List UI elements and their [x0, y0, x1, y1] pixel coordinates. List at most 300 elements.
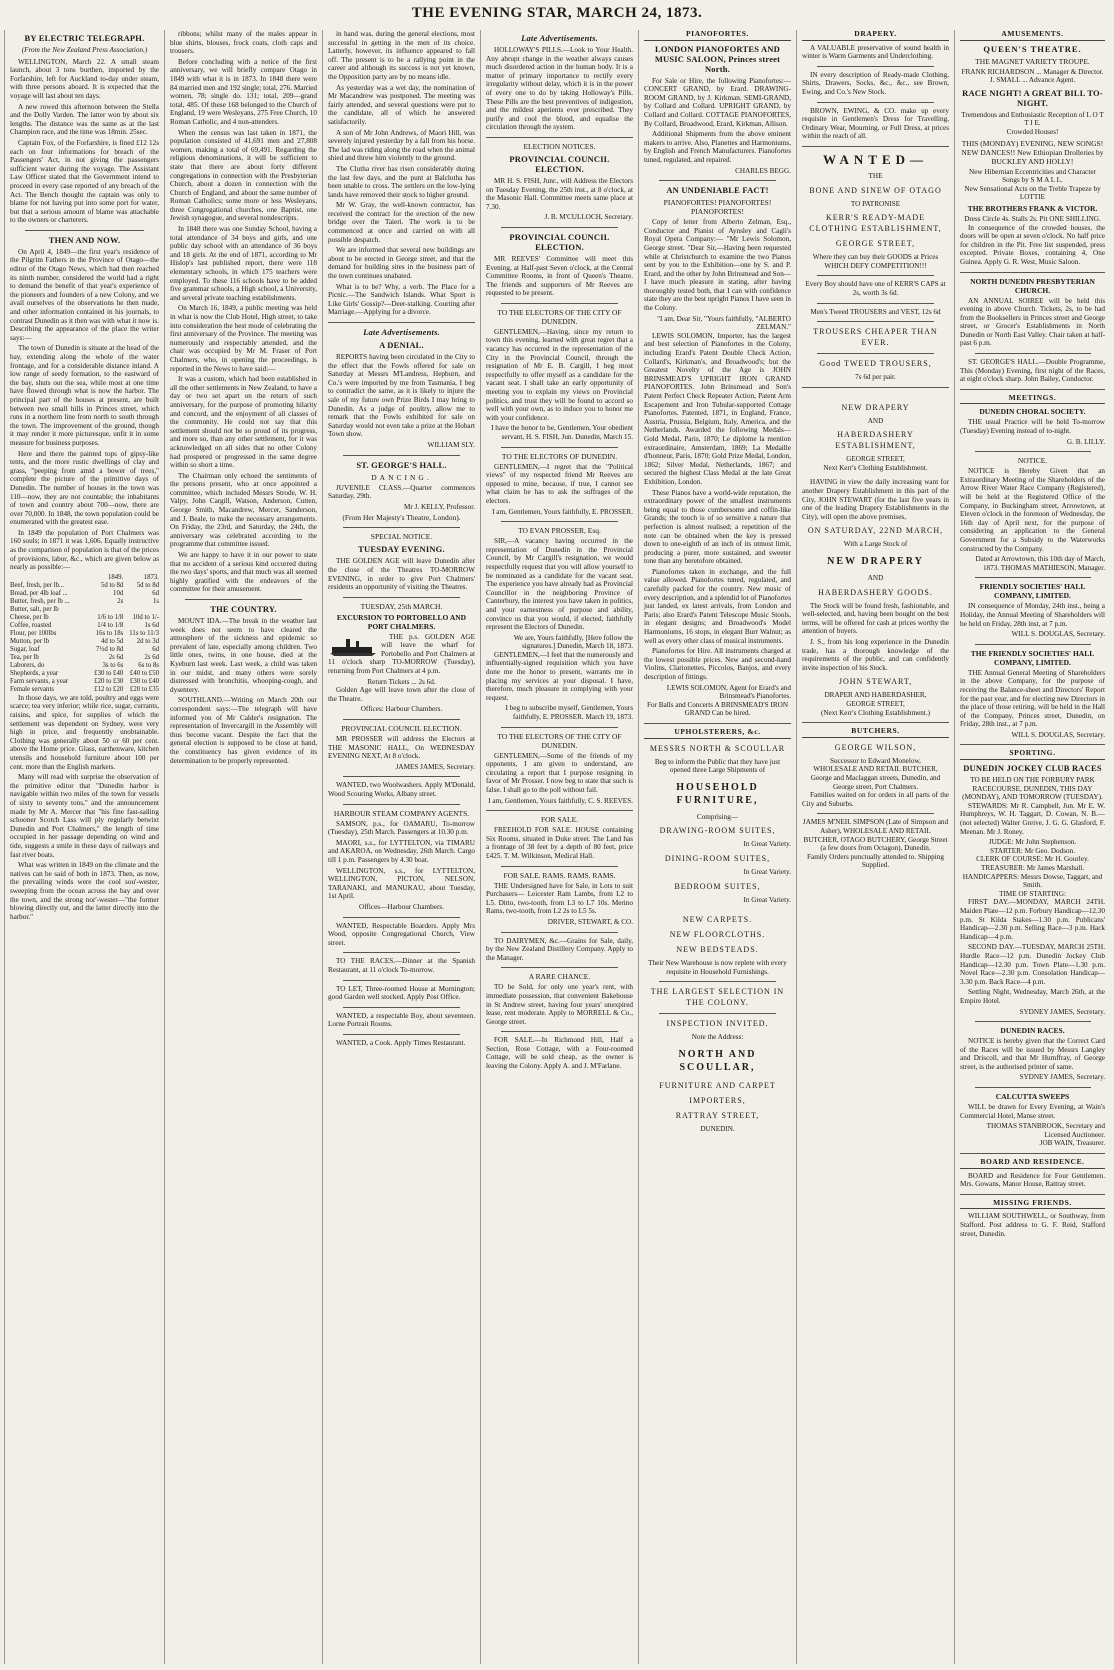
notice-signature: Dated at Arrowtown, this 10th day of March, 1873. THOMAS MATHIESON, Manager. — [975, 555, 1105, 572]
variety: In Great Variety. — [743, 840, 791, 849]
for-sale-heading: FOR SALE. — [540, 815, 579, 825]
dunedin: DUNEDIN. — [700, 1124, 735, 1133]
article-paragraph: In 1849 the population of Port Chalmers was 160 souls; in 1871 it was 1,606. Equally instructive as the comparison of population is that of the prices of provisions, labor, &c., which are given below as nearly as possible:— — [10, 528, 159, 572]
undeniable-fact-heading: AN UNDENIABLE FACT! — [666, 185, 769, 196]
golden-age-text: THE GOLDEN AGE will leave Dunedin after the close of the Theatres TO-MORROW EVENING, in order to give Port Chalmers' residents an opportunity of visiting the Theatres. — [328, 557, 475, 592]
divider — [343, 719, 461, 720]
solomon-ad: LEWIS SOLOMON, Importer, has the largest and best selection of Pianofortes in the Colony, including Erard's Patent Double Check Action, Collard's, Kirkman's, and Broadwood's; but the Greatest Novelty of the Age is JOHN BRINSMEAD'S UPRIGHT IRON GRAND PIANOFORTES. John Brinsmead and Son's Patent Perfect Check Repeater Action, Patent Arm Escapement and Iron Tubular-supported Cottage Pianofortes. Patented, 1871, in England, France, Austria, Prussia, Belgium, Italy, America, and the Netherlands. Awarded the following Medals—Gold Medal, Paris, 1870; Le diplome la mention extraordinaire, Amsterdam, 1869; La Medaille d'honneur, Paris, 1870; Gold Prize Medal, London, 1862; Silver Medal, Netherlands, 1867; and secured the highest Class Medal at the late Great Exhibition, London. — [644, 331, 791, 486]
excursion-date: TUESDAY, 25th MARCH. — [360, 601, 443, 611]
wellington-ad: WELLINGTON, s.s., for LYTTELTON, WELLINGTON, PICTON, NELSON, TARANAKI, and MANUKAU, about Tuesday, 1st April. — [328, 866, 475, 901]
juvenile-class: JUVENILE CLASS.—Quarter commences Saturday, 29th. — [328, 483, 475, 501]
magnet-troupe: THE MAGNET VARIETY TROUPE. — [975, 56, 1090, 66]
price-row — [10, 638, 159, 646]
excursion-heading: EXCURSION TO PORTOBELLO AND PORT CHALMERS. — [336, 612, 467, 631]
price-item: Cheese, per lb — [10, 613, 49, 621]
price-row — [10, 670, 159, 678]
article-paragraph: As yesterday was a wet day, the nomination of Mr Macandrew was postponed. The meeting was fairly attended, and several questions were put to the candidate, all of which he answered satisfactorily. — [328, 83, 475, 126]
bone-sinew: BONE AND SINEW OF OTAGO — [809, 185, 942, 195]
price-table — [10, 574, 159, 694]
column-7 — [954, 30, 1110, 1664]
price-item: Coffee, roasted — [10, 621, 52, 629]
divider — [343, 1034, 461, 1035]
brown-ewing-ad: BROWN, EWING, & CO. make up every requisite in Gentlemen's Dress for Travelling, Ordinary Wear, Mourning, or Full Dress, at prices within the reach of all. — [802, 106, 949, 141]
article-paragraph: On April 4, 1849—the first year's residence of the Pilgrim Fathers in the Province of Otago—the editor of the Otago News, which had then reached its ninth number, considered the world had a right to demand the benefit of that year's experience of the pioneers and founders of a new Colony, and we avail ourselves of the observations he then made, and other information contained in his journals, to contrast Dunedin as it then was with what it now is. Describing the appearance of the place the writer says:— — [10, 247, 159, 342]
prosser-text: MR PROSSER will address the Electors at THE MASONIC HALL, On WEDNESDAY EVENING NEXT, At 8 o'clock. — [328, 735, 475, 761]
article-paragraph: What was written in 1849 on the climate and the natives can be said of both in 1873. Then, as now, the prevailing winds were the cool sou'-wester, sweeping from the ocean across the bay and over the town, and the strong nor'-wester—"the former blowing directly out, and the latter directly into the harbor." — [10, 861, 159, 921]
hibernian-songs: New Hibernian Eccentricities and Character Songs by S M A L L. — [969, 167, 1096, 185]
divider — [25, 230, 144, 231]
brinsmead-hire: For Balls and Concerts A BRINSMEAD'S IRON GRAND Can be hired. — [646, 700, 789, 718]
price-row — [10, 662, 159, 670]
column-1 — [4, 30, 164, 1664]
trousers-price: 7s 6d per pair. — [855, 373, 896, 382]
and: AND — [867, 574, 884, 583]
sweeps-signature: THOMAS STANBROOK, Secretary and Licensed Auctioneer. — [986, 1122, 1105, 1139]
price-1873: 1s — [152, 597, 159, 605]
price-row — [10, 590, 159, 598]
price-head-cell: 1873. — [143, 573, 159, 581]
price-1849: 2s — [117, 597, 124, 605]
trapeze-act: New Sensational Acts on the Treble Trapeze by LOTTIE — [964, 184, 1101, 202]
price-head-cell: 1849. — [107, 573, 124, 581]
theatre-note: In consequence of the crowded houses, the doors will be open at seven o'clock. No half price for children in the Pit. Free list suspended, press excepted. Private Boxes, containing 4, One Guinea. Apply G. R. West, Music Saloon. — [960, 223, 1105, 266]
solomon-signature: LEWIS SOLOMON, Agent for Erard's and Brinsmead's Pianofortes. — [666, 683, 791, 701]
divider — [343, 980, 461, 981]
evan-prosser-heading: TO EVAN PROSSER, Esq. — [518, 526, 601, 536]
divider — [802, 387, 949, 388]
article-paragraph: The Chairman only echoed the sentiments of the persons present, who at once appointed a committee, which included Messrs Strode, W. H. Valpy, John Cargill, Watson, Anderson, Cutten, George Smith, Macandrew, Mercer, Sanderson, and J. Beale, to make the necessary arrangements. On Friday, the 23rd, and Saturday, the 24th, the anniversary was celebrated according to the programme that committee issued. — [170, 471, 317, 549]
price-item: Farm servants, a year — [10, 677, 69, 685]
solomon-ad: Pianofortes for Hire. All instruments charged at the lowest possible prices. New and second-hand Violins, Clarionettes, Piccolos, Banjos, and every description of fittings. — [644, 647, 791, 681]
telegraph-heading: BY ELECTRIC TELEGRAPH. — [24, 33, 145, 43]
late-ads-heading: Late Advertisements. — [521, 33, 598, 43]
late-ads-heading: Late Advertisements. — [363, 327, 440, 337]
north-scoullar-name: NORTH AND SCOULLAR, — [678, 1048, 757, 1073]
dancing-heading: DANCING. — [371, 472, 432, 482]
missing-ad: WILLIAM SOUTHWELL, or Southway, from Stafford. Post address to G. F. Reid, Stafford street, Dunedin. — [960, 1212, 1105, 1238]
new-carpets: NEW CARPETS. — [682, 915, 753, 925]
missing-friends-heading: MISSING FRIENDS. — [960, 1199, 1105, 1210]
new-floorcloths: NEW FLOORCLOTHS. — [669, 930, 766, 940]
divider — [343, 776, 461, 777]
next-kerr: Next Kerr's Clothing Establishment. — [823, 463, 928, 472]
price-table-header — [10, 574, 159, 582]
price-1849: 2s 6d — [108, 653, 124, 661]
price-1873 — [123, 606, 159, 614]
wilson-trade: WHOLESALE AND RETAIL BUTCHER, — [813, 765, 938, 774]
richmond-hill-ad: FOR SALE.—In Richmond Hill, Half a Section, Rose Cottage, with a Four-roomed Cottage, will be sold cheap, as the owner is leaving the Colony. Apply A. and J. M'Farlane. — [486, 1036, 633, 1071]
rare-chance-ad: TO be Sold, for only one year's rent, with immediate possession, that convenient Bakehouse in St Andrew street, having four years' unexpired lease, rent moderate. Apply to MORRELL & Co., George street. — [486, 983, 633, 1026]
new-drapery-2: NEW DRAPERY — [827, 556, 924, 568]
price-item: Sugar, loaf — [10, 645, 40, 653]
price-item: Laborers, do — [10, 661, 45, 669]
article-paragraph: The town of Dunedin is situate at the head of the bay, extending along the whole of the water frontage, and for a considerable distance inland. A low range of seedy formation, to the eastward of the bay, shuts out the sea, while most at one time have flowed through what is now the harbor. The principal part of the houses at present, are built between two small hills in Princes street, which runs in a northern line from north to south through the town. The improvement of the ground, though it may render it more picturesque, unfit it in some measure for business purposes. — [10, 344, 159, 447]
divider — [343, 1007, 461, 1008]
denial-signature: WILLIAM SLY. — [427, 440, 475, 449]
starter: STARTER: Mr Geo. Dodson. — [989, 846, 1076, 855]
masthead: THE EVENING STAR, MARCH 24, 1873. — [411, 5, 703, 21]
divider — [960, 744, 1105, 745]
divider — [975, 1021, 1091, 1022]
variety: In Great Variety. — [743, 867, 791, 876]
article-paragraph: We are informed that several new buildings are about to be erected in George street, and that the demand for building sites in the business part of the town continues unabated. — [328, 246, 475, 281]
haberdashery-goods: HABERDASHERY GOODS. — [818, 587, 933, 597]
prov-council-heading: PROVINCIAL COUNCIL ELECTION. — [341, 724, 462, 734]
begg-signature: CHARLES BEGG. — [735, 166, 791, 175]
divider — [501, 521, 619, 522]
valuable-ad: A VALUABLE preservative of sound health in winter is Warm Garments and Underclothing. — [802, 43, 949, 61]
price-1873: 2d to 3d — [136, 637, 159, 645]
pc-heading: PROVINCIAL COUNCIL ELECTION. — [509, 153, 610, 174]
wilson-successor: Successor to Edward Monelow, — [830, 756, 921, 765]
simpson-ad: JAMES M'NEIL SIMPSON (Late of Simpson and Asher), WHOLESALE AND RETAIL BUTCHER, OTAGO BUTCHERY, George Street (a few doors from Octagon), Dunedin. — [802, 818, 949, 853]
price-row — [10, 678, 159, 686]
bedroom-suites: BEDROOM SUITES, — [674, 881, 761, 891]
variety: In Great Variety. — [743, 895, 791, 904]
divider — [802, 722, 949, 723]
warehouse-note: Their New Warehouse is now replete with every requisite in Household Furnishings. — [648, 959, 787, 976]
divider — [328, 322, 475, 323]
new-drapery: NEW DRAPERY — [841, 402, 910, 412]
article-paragraph: MOUNT IDA.—The break in the weather last week does not seem to have cleared the atmosphere of the sickness and epidemic so prevalent of late, especially among children. Two little ones, twins, in one house, died at the Kyeburn last week. Last week, a child was taken in our midst, and many others were sorely distressed with bronchitis, whooping-cough, and dysentery. — [170, 617, 317, 694]
divider — [501, 932, 619, 933]
divider — [975, 353, 1091, 354]
price-1849: £12 to £20 — [94, 685, 124, 693]
north-scoullar-heading: MESSRS NORTH & SCOULLAR — [649, 743, 786, 753]
price-row — [10, 622, 159, 630]
price-row — [10, 614, 159, 622]
price-row — [10, 630, 159, 638]
price-1873: £40 to £50 — [129, 669, 159, 677]
hall-heading: ST. GEORGE'S HALL. — [356, 459, 447, 470]
harbour-heading: HARBOUR STEAM COMPANY AGENTS. — [333, 808, 470, 818]
zelman-letter: Copy of letter from Alberto Zelman, Esq., Conductor and Pianist of Aynsley and Cagli's Royal Opera Company:— "Mr Lewis Solomon, George street. "Dear Sir,—Having been requested while at Christchurch to examine the two Pianos sent by you to the Exhibition—one by S. and P. Erard, and the other by John Brinsmead and Son—I have much pleasure in stating, after having thoroughly tested both, that I can with confidence state they are the best upright Pianos I have seen in the Colony. — [644, 218, 791, 313]
reeves-letter-signature: I am, Gentlemen, Yours faithfully, C. S. REEVES. — [488, 796, 633, 805]
price-1873: £20 to £35 — [129, 685, 159, 693]
golden-note: Golden Age will leave town after the close of the Theatre. — [328, 686, 475, 703]
patronise: TO PATRONISE — [850, 199, 901, 208]
john-stewart: JOHN STEWART, — [838, 677, 913, 687]
price-row — [10, 646, 159, 654]
harbour-offices: Offices—Harbour Chambers. — [359, 902, 444, 911]
prosser-reply: GENTLEMEN,—I feel that the numerously and influentially-signed requisition which you have done me the honor to present, warrants me in placing my services at your disposal. I have, therefore, much pleasure in complying with your request. — [486, 650, 633, 702]
wilson-note: Families waited on for orders in all parts of the City and Suburbs. — [802, 791, 949, 808]
tremendous-reception: Tremendous and Enthusiastic Reception of L O T T I E. — [961, 110, 1104, 128]
divider — [343, 597, 461, 598]
monday-bill: THIS (MONDAY) EVENING, NEW SONGS! NEW DANCES!! New Ethiopian Drolleries by BUCKLEY AND HOLLY! — [961, 138, 1104, 166]
spacer — [644, 904, 791, 910]
settling-night: Settling Night, Wednesday, March 26th, at the Empire Hotel. — [960, 988, 1105, 1005]
solomon-ad: Pianofortes taken in exchange, and the full value allowed. Pianofortes tuned, regulated, and carefully packed for the country. New music of every description, and a splendid lot of Pianofortes just landed, ex latest arrivals, from London and Paris; also Erard's Patent Telescope Music Stools, in elegant designs; and Broadwood's Model Harmoniums, 16 stops, in elegant Burr Walnut; as well as every other class of musical instruments. — [644, 567, 791, 645]
sweeps-notice: WILL be drawn for Every Evening, at Wain's Commercial Hotel, Manse street. — [960, 1103, 1105, 1120]
fish-notice: MR H. S. FISH, Junr., will Address the Electors on Tuesday Evening, the 25th inst., at 8 o'clock, at the Masonic Hall. Committee meets same place at 7.30. — [486, 176, 633, 211]
article-paragraph: The Clutha river has risen considerably during the last few days, and the punt at Balclutha has been unable to cross. The settlers on the low-lying lands have removed their stock to higher ground. — [328, 164, 475, 199]
prosser-letter: GENTLEMEN,—I regret that the "Political views" of my respected friend Mr Reeves are opposed to mine, because, if true, I cannot see what claim he has to ask the suffrages of the electors. — [486, 462, 633, 505]
inspection-invited: INSPECTION INVITED. — [666, 1019, 769, 1029]
queens-theatre: QUEEN'S THEATRE. — [983, 43, 1082, 54]
divider — [486, 810, 633, 811]
friendly-signature-2: WILL S. DOUGLAS, Secretary. — [1011, 730, 1105, 739]
divider — [501, 227, 619, 228]
price-1849: 16s to 18s — [95, 629, 124, 637]
return-tickets: Return Tickets ... 2s 6d. — [367, 677, 436, 686]
settling-signature: SYDNEY JAMES, Secretary. — [1019, 1007, 1105, 1016]
kelly-subtitle: (From Her Majesty's Theatre, London). — [342, 513, 461, 523]
article-paragraph: Here and there the painted tops of gipsy-like tents, and the more rustic dwellings of clay and grass, "peeping from amid a bower of trees," complete the picture of the primitive days of Dunedin. The number of houses in the town was 110—now, they are not countable; the inhabitants of town and country about 700—now, there are over 70,000. In 1848, the town population could be enumerated with the greatest ease. — [10, 449, 159, 527]
kelly-signature: Mr J. KELLY, Professor. — [403, 502, 475, 511]
price-row — [10, 582, 159, 590]
price-1849: £20 to £30 — [94, 677, 124, 685]
price-1873: 6d — [152, 645, 159, 653]
divider — [659, 180, 777, 181]
divider — [501, 866, 619, 867]
wanted-woolwashers: WANTED, two Woolwashers. Apply M'Donald, Wood Scouring Works, Albany street. — [328, 781, 475, 798]
fish-letter: GENTLEMEN,—Having, since my return to town this evening, learned with great regret that a vacancy has occurred in the representation of the City in the Provincial Council, through the resignation of Mr E. B. Cargill, I beg most respectfully to offer myself as a candidate for the vacant seat. I shall take an early opportunity of meeting you to explain my views on Provincial politics, and trust they will be found to accord so well with your own, as to induce you to honor me with your confidence. — [486, 327, 633, 422]
divider — [343, 527, 461, 528]
pianofortes-column-heading: PIANOFORTES. — [644, 30, 791, 41]
rams-ad: THE Undersigned have for Sale, in Lots to suit Purchasers— Leicester Ram Lambs, from L2 to L5. Ditto, two-tooth, from L3 to L7 10s. Merino Rams, two-tooth, from L2 2s to L5 5s. — [486, 881, 633, 916]
maori-ad: MAORI, s.s., for LYTTELTON, via TIMARU and AKAROA, on Wednesday, 26th March. Cargo till 1 p.m. Passengers by 4.30 boat. — [328, 838, 475, 864]
rams-heading: FOR SALE. RAMS. RAMS. RAMS. — [503, 870, 616, 880]
column-3 — [322, 30, 480, 1664]
clerk-treasurer: CLERK OF COURSE: Mr H. Gourley. TREASURER: Mr James Marshall. — [976, 855, 1089, 872]
electors-heading: TO THE ELECTORS OF THE CITY OF DUNEDIN. — [497, 731, 622, 750]
price-row — [10, 686, 159, 694]
denial-heading: A DENIAL. — [379, 340, 424, 350]
kerr-establishment: KERR'S READY-MADE CLOTHING ESTABLISHMENT, — [809, 213, 942, 234]
telegraph-source: (From the New Zealand Press Association.) — [21, 46, 148, 54]
price-1849: 4d to 5d — [100, 637, 124, 645]
js-street: GEORGE STREET, — [846, 699, 905, 708]
divider — [960, 1153, 1105, 1154]
price-head-cell — [10, 574, 88, 582]
price-1849: 10d — [113, 589, 124, 597]
divider — [501, 1031, 619, 1032]
divider — [975, 577, 1091, 578]
price-item: Flour, per 100lbs — [10, 629, 57, 637]
samson-ad: SAMSON, p.s., for OAMARU, To-morrow (Tuesday), 25th March. Passengers at 10.30 p.m. — [328, 819, 475, 837]
divider — [343, 455, 461, 456]
price-item: Butter, fresh, per lb ... — [10, 597, 70, 605]
upholsterers-heading: UPHOLSTERERS, &c. — [644, 728, 791, 739]
price-1873: 6s to 8s — [138, 661, 159, 669]
fish-signature: J. B. M'CULLOCH, Secretary. — [544, 213, 633, 222]
article-paragraph: Before concluding with a notice of the first anniversary, we will briefly compare Otago in 1849 with what it is in 1873. In 1848 there were 84 married men and 192 single; total, 276. Married women, 78; single do. 131; total, 209—grand total, 485. Of these 168 belonged to the Church of England, 19 were Wesleyans, 275 Free Church, 10 Roman Catholic, and 4 non-attenders. — [170, 57, 317, 126]
divider — [343, 804, 461, 805]
then-now-heading: THEN AND NOW. — [48, 234, 121, 245]
article-paragraph: SOUTHLAND.—Writing on March 20th our correspondent says:—The telegraph will have informed you of Mr Calder's resignation. The representation of Invercargill in the Assembly will thus become vacant. Despite the fact that the general election is supposed to be close at hand, the constituency has given evidence of its determination to be properly represented. — [170, 696, 317, 765]
large-stock: With a Large Stock of — [843, 540, 908, 549]
brothers-frank-victor: THE BROTHERS FRANK & VICTOR. — [967, 203, 1098, 213]
prosser-letter-signature: I am, Gentlemen, Yours faithfully, E. PROSSER. — [492, 507, 633, 516]
column-6 — [796, 30, 954, 1664]
divider — [817, 275, 935, 276]
special-notice-heading: SPECIAL NOTICE. — [370, 532, 433, 542]
price-row — [10, 606, 159, 614]
wilson-address: George and Maclaggan streets, Dunedin, and George street, Port Chalmers. — [810, 773, 941, 791]
price-item: Female servants — [10, 685, 54, 693]
article-paragraph: It was a custom, which had been established in all the other settlements in New Zealand, to have a day or two set apart on the return of such anniversary, for the purpose of promoting hilarity and concord, and the enjoyment of all classes of the community. He could not say that this settlement should not be so proud of its progress, and more so, than any other settlement, for it was acknowledged on all sides that no other Colony had prospered or progressed in the same degree within so short a time. — [170, 375, 317, 470]
telegraph-paragraph: WELLINGTON, March 22. A small steam launch, about 3 tons burthen, imported by the Forfarshire, left for Auckland to-day under steam, with three persons aboard. It is expected that the voyage will last about ten days. — [10, 57, 159, 100]
steamship-icon — [328, 634, 378, 656]
importers: IMPORTERS, — [689, 1095, 746, 1105]
requisition-letter: SIR,—A vacancy having occurred in the representation of Dunedin in the Provincial Council, by Mr Cargill's resignation, we would respectfully request that you will allow yourself to be nominated as a candidate for the vacant seat. The experience you have already had as Provincial Councillor in the neighboring Province of Canterbury, the interest you have taken in politics, and your earnestness of purpose and ability, convince us that you would, if elected, faithfully represent the Electors of Dunedin. — [486, 537, 633, 632]
largest-selection: THE LARGEST SELECTION IN THE COLONY. — [650, 987, 785, 1008]
dairymen-ad: TO DAIRYMEN, &c.—Grains for Sale, daily, by the New Zealand Distillery Company. Apply to the Manager. — [486, 936, 633, 962]
judge: JUDGE: Mr John Stephenson. — [988, 838, 1077, 847]
rattray-street: RATTRAY STREET, — [675, 1110, 760, 1120]
divider — [501, 303, 619, 304]
column-4 — [480, 30, 638, 1664]
telegraph-paragraph: A new rowed this afternoon between the Stella and the Dolly Varden. The latter won by about six lengths. The distance was the same as at the last Champion race, and the time was 18min. 25sec. — [10, 102, 159, 137]
presbyterian-heading: NORTH DUNEDIN PRESBYTERIAN CHURCH. — [970, 276, 1095, 295]
js-note: J. S., from his long experience in the Dunedin trade, has a thorough knowledge of the requirements of the public, and can confidently invite inspection of his Stock. — [802, 638, 949, 672]
prosser-reply-signature: I beg to subscribe myself, Gentlemen, Yours faithfully, E. PROSSER. March 19, 1873. — [505, 704, 633, 722]
board-heading: BOARD AND RESIDENCE. — [960, 1158, 1105, 1169]
stewards: STEWARDS: Mr R. Campbell, Jun. Mr E. W. Humphreys, W. H. Taggart, D. Cowan, N. B.—(not selected) Walter Greive, J. G. G. Glasford, F. Meenan. Mr J. Roney. — [960, 801, 1105, 836]
divider — [960, 272, 1105, 273]
divider — [659, 981, 777, 982]
article-paragraph: On March 16, 1849, a public meeting was held in what is now the Club Hotel, High street, to take into consideration the best mode of celebrating the first anniversary of the Province. The meeting was numerously and respectably attended, and the chair was occupied by Mr M. Fraser of Port Chalmers, who, in opening the proceedings, is reported in the News to have said:— — [170, 304, 317, 373]
divider — [501, 967, 619, 968]
reeves-letter: GENTLEMEN,—Some of the friends of my opponents, I am given to understand, are circulating a report that I purpose resigning in favor of Mr Prosser. I now beg to state that such is false. I shall go to the poll without fail. — [486, 751, 633, 794]
divider — [960, 389, 1105, 390]
price-1849: 5d to 8d — [100, 581, 124, 589]
price-1873: 10d to 1/- — [132, 613, 159, 621]
solomon-ad: These Pianos have a world-wide reputation, the extraordinary power of the smallest instruments being equal to those cumbersome and coffin-like Grands; the touch is of so sensitive a nature that perfection is almost realised; a repetition of the note can be obtained when the key is pressed down to one-eighth of an inch of its utmost limit, producing a purer, more sustained, and sweeter tone than any heretofore obtained. — [644, 488, 791, 566]
new-bedsteads: NEW BEDSTEADS. — [676, 945, 759, 955]
spacer — [802, 392, 949, 398]
drapery-column-heading: DRAPERY. — [802, 30, 949, 41]
handicappers: HANDICAPPERS: Messrs Dowse, Taggart, and Smith. — [962, 872, 1103, 890]
price-item: Tea, per lb — [10, 653, 39, 661]
trousers-cheaper: TROUSERS CHEAPER THAN EVER. — [813, 327, 938, 348]
crowded-houses: Crowded Houses! — [1006, 127, 1059, 136]
divider — [501, 447, 619, 448]
wanted-heading: WANTED— — [822, 151, 929, 167]
friendly-heading-2: THE FRIENDLY SOCIETIES' HALL COMPANY, LIMITED. — [970, 648, 1095, 667]
the: THE — [868, 171, 883, 180]
divider — [343, 952, 461, 953]
article-paragraph: Many will read with surprise the observation of the primitive editor that "Dunedin harbor is navigable within two miles of the town for vessels of sixty to seventy tons," and the announcement made by Mr A. Mercer that "his fine fast-sailing schooner Scotch Lass will ply regularly betwixt Dunedin and Port Chalmers," the length of time occupied in her passage depending on wind and tide, suggests a smile in these days of railways and fast river boats. — [10, 773, 159, 859]
haberdashery-establishment: HABERDASHERY ESTABLISHMENT, — [835, 430, 916, 451]
races-dinner: TO THE RACES.—Dinner at the Spanish Restaurant, at 11 o'clock To-morrow. — [328, 957, 475, 974]
jockey-venue: TO BE HELD ON THE FORBURY PARK RACECOURSE, DUNEDIN, THIS DAY (MONDAY), AND TOMORROW (TUESDAY). — [962, 776, 1103, 802]
friendly-notice: IN consequence of Monday, 24th inst., being a Holiday, the Annual Meeting of Shareholders will be held on Friday, 28th inst, at 7 p.m. — [960, 602, 1105, 628]
north-intro: Beg to inform the Public that they have just opened three Large Shipments of — [654, 757, 781, 775]
and: AND — [867, 416, 884, 425]
jokes: What is to be? Why, a verb. The Place for a Picnic.—The Sandwich Islands. What Sport is Like Girls' Gossip?—Deer-stalking. Courting after Marriage.—Applying for a divorce. — [328, 282, 475, 317]
notice-heading: NOTICE. — [1017, 456, 1048, 466]
price-item: Bread, per 4lb loaf ... — [10, 589, 68, 597]
drawing-room-suites: DRAWING-ROOM SUITES, — [659, 826, 776, 836]
divider — [802, 146, 949, 147]
arrow-river-notice: NOTICE is Hereby Given that an Extraordinary Meeting of the Shareholders of the Arrow River Water Race Company (Registered), will be held at the Registered Office of the Company, in Buckingham street, Arrowtown, at Eleven o'clock in the forenoon of Wednesday, the 16th day of April next, for the purpose of considering an application to the General Government for a Subsidy to the Waterworks constructed by the Company. — [960, 467, 1105, 553]
article-paragraph: We are happy to have it in our power to state that no accident of a serious kind occurred during the two days' sports, and that much was all seemed highly gratified with the endeavors of the committee for their amusement. — [170, 551, 317, 594]
article-paragraph: When the census was last taken in 1871, the population consisted of 41,691 men and 27,808 women, making a total of 69,491. Regarding the religious denominations, it will be sufficient to state that there are about forty different congregations in connection with the Presbyterian Church, about a dozen in connection with the Church of England, and about the same number of Roman Catholics; some more or less Wesleyans, three Congregational churches, one Baptist, one Jewish synagogue, and several nondescripts. — [170, 128, 317, 223]
price-1873: 6d — [152, 589, 159, 597]
pianofortes-heading: PIANOFORTES! PIANOFORTES! PIANOFORTES! — [663, 198, 772, 217]
price-item: Butter, salt, per lb — [10, 605, 59, 613]
friendly-annual-notice: THE Annual General Meeting of Shareholders in the above Company, for the purpose of receiving the Balance-sheet and Directors' Report for the past year, and for electing new Directors in the place of those retiring, will be held in the Hall of the Company, Princes street, Dunedin, on Friday, 28th inst., at 7 p.m. — [960, 668, 1105, 729]
price-1873: 1s 6d — [144, 621, 159, 629]
denial-text: REPORTS having been circulated in the City to the effect that the Fowls offered for sale on Saturday at Messrs M'Landress, Hepburn, and Co.'s were imported by me from Tasmania, I beg to contradict the same, as it is likely to injure the sale of my future own Prize Birds I may bring to Dunedin. As a judge of poultry, allow me to remark that the Fowls exhibited for sale on Saturday would not even take a prize at the Hobart Town show. — [328, 353, 475, 439]
george-street: GEORGE STREET, — [846, 455, 905, 464]
rare-chance-heading: A RARE CHANCE. — [528, 972, 591, 982]
price-row — [10, 654, 159, 662]
requisition-signature: We are, Yours faithfully, [Here follow the signatures.] Dunedin, March 18, 1873. — [513, 633, 633, 651]
london-pianofortes-heading: LONDON PIANOFORTES AND MUSIC SALOON, Princes street North. — [654, 43, 781, 74]
election-notices-heading: ELECTION NOTICES. — [523, 141, 596, 151]
choral-signature: G. B. LILLY. — [1066, 437, 1105, 446]
price-1849: £30 to £40 — [94, 669, 124, 677]
rams-signature: DRIVER, STEWART, & CO. — [547, 917, 633, 926]
calcutta-sweeps-heading: CALCUTTA SWEEPS — [995, 1092, 1070, 1102]
stock-note: The Stock will be found fresh, fashionable, and well-selected, and, having been bought on the best terms, will be offered for cash at prices worthy the attention of buyers. — [802, 601, 949, 636]
article-paragraph: In those days, we are told, poultry and eggs were scarce; tea very inferior; while rice, sugar, currants, raisins, and spice, for supplies of which the settlement was dependent on Sydney, were very high in price, and frequently unobtainable. Clothing was generally about 50 or 60 per cent. above the Home price. Glass, earthenware, kitchen utensils and household furniture about 100 per cent. more than the English markets. — [10, 693, 159, 771]
meetings-heading: MEETINGS. — [960, 394, 1105, 405]
dunedin-races-heading: DUNEDIN RACES. — [1000, 1026, 1065, 1036]
holloway-ad: HOLLOWAY'S PILLS.—Look to Your Health. Any abrupt change in the weather always causes much disordered action in the human body. It is a matter of primary importance to rectify every irregularity without delay, which it is in the power of every one to do by taking Holloway's Pills. These Pills are the best preventives of indigestion, and the mildest aperients ever prescribed. They purify and cool the blood, and equalise the circulation through the system. — [486, 46, 633, 132]
butchers-heading: BUTCHERS. — [802, 727, 949, 738]
tuesday-heading: TUESDAY EVENING. — [358, 544, 445, 555]
telegraph-paragraph: Captain Fox, of the Forfarshire, is fined £12 12s each on four informations for breach of the Passengers' Act, in not giving the passengers sufficient water during the voyage. The Assistant Law Officer stated that the Government intend to proceed in every case reported of any breach of the Act. The Bench thought the captain was only to blame for not having put into some port for water, but that a serious amount of blame was attachable to the owners or charterers. — [10, 138, 159, 225]
divider — [817, 102, 935, 103]
simpson-note: Family Orders punctually attended to. Shipping Supplied. — [807, 852, 944, 870]
divider — [817, 813, 935, 814]
manager-line: FRANK RICHARDSON ... Manager & Director. J. SMALL ... Advance Agent. — [961, 67, 1104, 85]
excursion-text: THE p.s. GOLDEN AGE will leave the wharf for Portobello and Port Chalmers at 11 o'clock sharp TO-MORROW (Tuesday), returning from Port Chalmers at 4 p.m. — [328, 632, 475, 676]
saturday-opening: ON SATURDAY, 22ND MARCH, — [807, 526, 944, 536]
pianofortes-for-sale: For Sale or Hire, the following Pianofortes:— CONCERT GRAND, by Erard. DRAWING-ROOM GRAND, by J. Kirkman. SEMI-GRAND, by Collard and Collard. UPRIGHT GRAND, by Collard and Collard. COTTAGE PIANOFORTES, By Collard, Broadwood, Erard, Kirkman, Allison. — [644, 76, 791, 128]
first-day-program: FIRST DAY.—MONDAY, MARCH 24TH. Maiden Plate—12 p.m. Forbury Handicap—12.30 p.m. St Kilda Stakes—1.30 p.m. Publicans' Handicap—2.30 p.m. Selling Race—3 p.m. Hack Handicap—4 p.m. — [960, 898, 1105, 941]
divider — [975, 644, 1091, 645]
country-heading: THE COUNTRY. — [210, 604, 277, 614]
article-paragraph: In 1848 there was one Sunday School, having a total attendance of 34 boys and girls, and one public day school with an attendance of 36 boys and 18 girls. At the end of 1871, according to Mr Hislop's last published report, there were 118 elementary schools, in which 175 teachers were employed. To these 116 schools have to be added five grammar schools, a High school, a University, and several private teaching establishments. — [170, 225, 317, 302]
js-next: (Next Kerr's Clothing Establishment.) — [820, 708, 931, 717]
wanted-boy: WANTED, a respectable Boy, about seventeen. Lorne Portrait Rooms. — [328, 1011, 475, 1029]
having-view: HAVING in view the daily increasing want for another Drapery Establishment in this part of the City, JOHN STEWART (for the last five years in one of the leading Drapery Establishments in the City), will open the above premises, — [802, 478, 949, 521]
board-ad: BOARD and Residence for Four Gentlemen. Mrs. Gowans, Manor House, Rattray street. — [960, 1171, 1105, 1189]
friendly-heading: FRIENDLY SOCIETIES' HALL COMPANY, LIMITED. — [979, 582, 1086, 601]
article-paragraph: in hand was, during the general elections, most successful in getting in the men of its choice. Latterly, however, its influence appeared to fall off. The present is to be a rallying point in the career and although its success is not yet known, the Opposition party are by no means idle. — [328, 30, 475, 81]
price-1873: 11s to 11/3 — [129, 629, 159, 637]
article-paragraph: A son of Mr John Andrews, of Maori Hill, was severely injured yesterday by a fall from his horse. The lad was riding along the road when the animal shied and threw him violently to the ground. — [328, 128, 475, 163]
price-item: Beef, fresh, per lb... — [10, 581, 64, 589]
comprising: Comprising— — [696, 812, 739, 821]
sporting-heading: SPORTING. — [960, 749, 1105, 760]
tweed-trousers-vest: Men's Tweed TROUSERS and VEST, 12s 6d — [810, 307, 941, 316]
price-1873: 5d to 8d — [136, 581, 159, 589]
divider — [960, 1194, 1105, 1195]
price-item: Mutton, per lb — [10, 637, 50, 645]
choral-heading: DUNEDIN CHORAL SOCIETY. — [979, 407, 1086, 417]
good-tweed-trousers: Good TWEED TROUSERS, — [819, 359, 932, 369]
wanted-cook: WANTED, a Cook. Apply Times Restaurant. — [336, 1038, 466, 1047]
divider — [659, 1013, 777, 1014]
george-street: GEORGE STREET, — [835, 239, 916, 249]
price-1849: 3s to 6s — [102, 661, 124, 669]
clothing-ad: IN every description of Ready-made Clothing, Shirts, Drawers, Socks, &c., &c., see Brown, Ewing, and Co.'s New Stock. — [802, 70, 949, 96]
draper-title: DRAPER AND HABERDASHER, — [824, 691, 927, 700]
price-item: Shepherds, a year — [10, 669, 59, 677]
divider — [817, 321, 935, 322]
article-paragraph: Mr W. Gray, the well-known contractor, has received the contract for the erection of the new bridge over the Taieri. The work is to be commenced at once and carried on with all possible despatch. — [328, 201, 475, 244]
jockey-club-heading: DUNEDIN JOCKEY CLUB RACES — [963, 763, 1102, 774]
divider — [817, 303, 935, 304]
friendly-signature: WILL S. DOUGLAS, Secretary. — [1011, 630, 1105, 639]
divider — [185, 599, 303, 600]
